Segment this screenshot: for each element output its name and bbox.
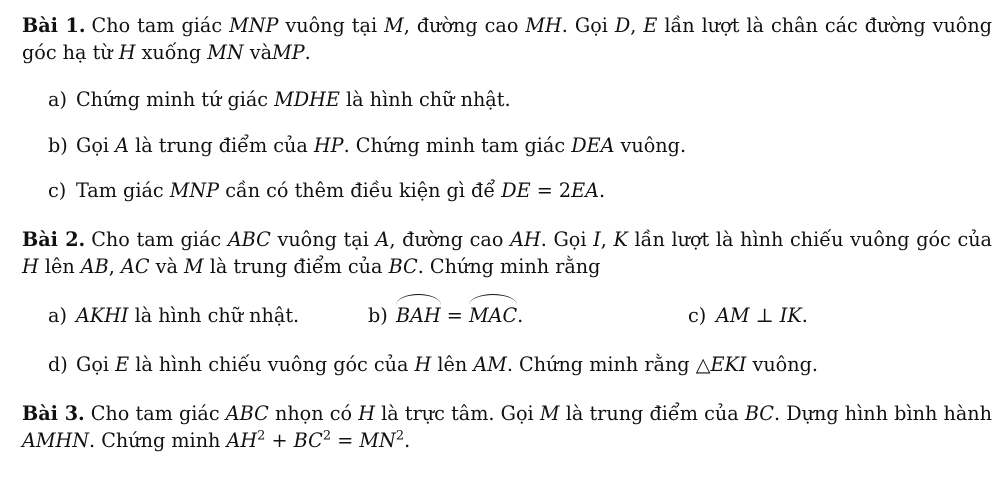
math: AC: [120, 255, 150, 278]
text: lên: [431, 353, 474, 376]
math: BC: [744, 402, 774, 425]
text: và: [243, 41, 273, 64]
text: là trung điểm của: [203, 255, 389, 278]
text: +: [265, 429, 294, 452]
math: DE: [501, 179, 531, 202]
math: ABC: [227, 228, 271, 251]
math: H: [118, 41, 136, 64]
text: lần lượt là chân các đường vuông góc hạ từ: [22, 14, 992, 64]
math: AM: [473, 353, 507, 376]
text: vuông tại: [270, 228, 376, 251]
text: . Gọi: [540, 228, 594, 251]
exercise-1-item-a: [48, 86, 511, 113]
text: Tam giác: [76, 179, 170, 202]
math: D: [614, 14, 631, 37]
text: ,: [600, 228, 614, 251]
math: MN: [359, 429, 396, 452]
exercise-2-statement: [22, 226, 992, 280]
exercise-3-statement: [22, 400, 992, 454]
text: Gọi: [76, 353, 116, 376]
item-label: b): [48, 134, 68, 157]
exercise-1-item-b: [48, 132, 686, 159]
text: . Chứng minh: [89, 429, 227, 452]
math: MNP: [229, 14, 279, 37]
exercise-1-statement: [22, 12, 992, 66]
text: cần có thêm điều kiện gì để: [219, 179, 502, 202]
text: ,: [630, 14, 644, 37]
math: E: [643, 14, 658, 37]
text: Gọi: [76, 134, 116, 157]
math: MN: [207, 41, 244, 64]
math: H: [414, 353, 432, 376]
text: vuông.: [746, 353, 818, 376]
text: .: [304, 41, 311, 64]
text: ⊥: [749, 304, 780, 327]
math: AMHN: [22, 429, 90, 452]
exponent: 2: [257, 428, 266, 444]
text: lần lượt là hình chiếu vuông góc của: [627, 228, 992, 251]
text: là trực tâm. Gọi: [374, 402, 540, 425]
text: .: [801, 304, 808, 327]
exercise-2-item-a: [48, 302, 299, 329]
item-label: a): [48, 304, 67, 327]
exercise-2-item-c: [688, 302, 808, 329]
text: là hình chiếu vuông góc của: [129, 353, 415, 376]
text: =: [331, 429, 360, 452]
item-label: b): [368, 304, 388, 327]
math: AH: [510, 228, 541, 251]
text: , đường cao: [389, 228, 511, 251]
math: MH: [525, 14, 562, 37]
text: là trung điểm của: [128, 134, 314, 157]
text: Chứng minh tứ giác: [76, 88, 275, 111]
exponent: 2: [322, 428, 332, 444]
item-label: c): [688, 304, 707, 327]
math: MDHE: [274, 88, 340, 111]
exercise-2: [22, 226, 992, 280]
item-label: c): [48, 179, 67, 202]
text: = 2: [530, 179, 572, 202]
text: xuống: [135, 41, 208, 64]
text: . Dựng hình bình hành: [773, 402, 992, 425]
angle-math: BAH: [396, 304, 441, 327]
exercise-1-item-c: [48, 177, 605, 204]
math: ABC: [225, 402, 269, 425]
math: M: [539, 402, 560, 425]
exercise-1: [22, 12, 992, 66]
item-label: d): [48, 353, 68, 376]
math: AKHI: [76, 304, 129, 327]
math: AM: [716, 304, 750, 327]
math: BC: [388, 255, 418, 278]
math: K: [613, 228, 628, 251]
math: BC: [293, 429, 323, 452]
math: H: [22, 255, 39, 278]
text: Cho tam giác: [90, 402, 226, 425]
text: , đường cao: [403, 14, 526, 37]
text: và: [149, 255, 184, 278]
exercise-2-item-d: [48, 351, 818, 378]
text: . Chứng minh tam giác: [343, 134, 572, 157]
math: EKI: [710, 353, 747, 376]
text: vuông tại: [278, 14, 385, 37]
text: .: [599, 179, 606, 202]
math: IK: [779, 304, 802, 327]
math: EA: [571, 179, 599, 202]
text: là hình chữ nhật.: [128, 304, 300, 327]
exercise-2-row-abc: [48, 302, 948, 329]
exponent: 2: [395, 428, 405, 444]
exercise-2-title: Bài 2.: [22, 228, 86, 251]
math: DEA: [571, 134, 615, 157]
math: E: [115, 353, 130, 376]
math: H: [358, 402, 375, 425]
math: AH: [226, 429, 258, 452]
math: HP: [313, 134, 344, 157]
math: MNP: [169, 179, 220, 202]
math: I: [593, 228, 601, 251]
exercise-3-title: Bài 3.: [22, 402, 85, 425]
text: lên: [38, 255, 81, 278]
text: Cho tam giác: [91, 228, 228, 251]
text: là hình chữ nhật.: [339, 88, 511, 111]
exercise-3: [22, 400, 992, 454]
exercise-1-title: Bài 1.: [22, 14, 86, 37]
text: ,: [108, 255, 121, 278]
text: nhọn có: [268, 402, 359, 425]
text: =: [440, 304, 469, 327]
text: là trung điểm của: [559, 402, 745, 425]
text: . Chứng minh rằng △: [506, 353, 711, 376]
exercise-2-item-b: [368, 302, 523, 329]
math: A: [375, 228, 390, 251]
text: . Gọi: [561, 14, 615, 37]
math: M: [384, 14, 404, 37]
math: MP: [272, 41, 305, 64]
text: vuông.: [614, 134, 687, 157]
angle-math: MAC: [468, 304, 518, 327]
math: A: [115, 134, 129, 157]
text: Cho tam giác: [91, 14, 230, 37]
text: . Chứng minh rằng: [417, 255, 601, 278]
math: M: [184, 255, 204, 278]
item-label: a): [48, 88, 67, 111]
text: .: [517, 304, 524, 327]
text: .: [404, 429, 411, 452]
math: AB: [80, 255, 109, 278]
